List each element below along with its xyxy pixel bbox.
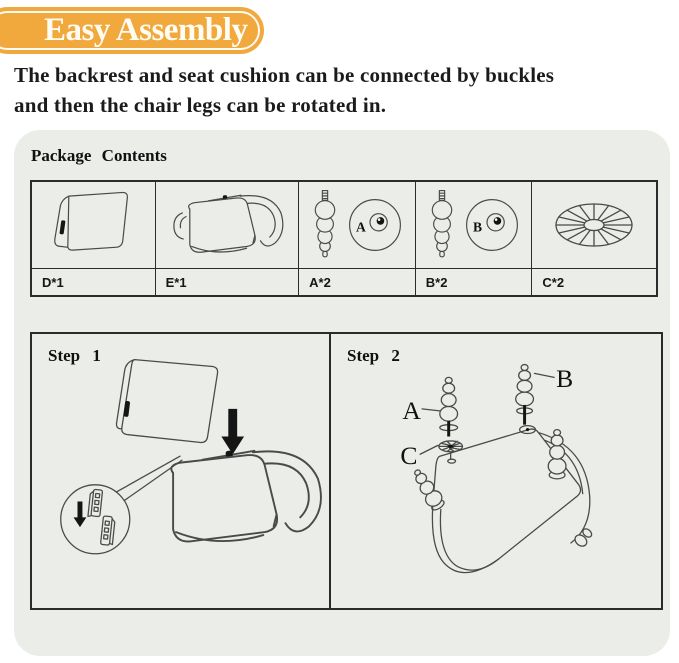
- magnifier-circle: [61, 485, 130, 554]
- step-1-title: Step 1: [48, 346, 101, 365]
- marker-letter-a: A: [355, 219, 366, 235]
- instructions-panel: [14, 130, 670, 656]
- chair-foot: [573, 526, 595, 548]
- callout-line-b: [534, 373, 554, 377]
- part-label-b: B*2: [415, 268, 532, 295]
- marker-letter-b: B: [472, 219, 482, 235]
- badge-label: Easy Assembly: [44, 12, 248, 48]
- down-arrow-icon: [221, 409, 244, 454]
- part-cell-leg-b: [415, 182, 532, 268]
- part-label-c: C*2: [531, 268, 656, 295]
- part-label-a: A*2: [298, 268, 415, 295]
- package-contents-table: [30, 180, 658, 297]
- buckle-icon: [60, 220, 66, 234]
- screw-icon: [523, 405, 526, 425]
- leg-top-marker-a: [346, 196, 404, 254]
- step-1-illustration: [32, 334, 329, 608]
- description-text: [14, 60, 674, 120]
- washer-illustration: [542, 194, 646, 256]
- leg-b-drawing: [516, 365, 536, 434]
- part-cell-seat: [155, 182, 299, 268]
- step-1-box: [30, 332, 331, 610]
- callout-b: B: [556, 364, 574, 394]
- step-2-illustration: [331, 334, 661, 608]
- callout-line-c: [420, 445, 438, 454]
- callout-line-a: [422, 409, 440, 411]
- chair-drawing: [171, 450, 321, 541]
- backrest-illustration: [37, 185, 149, 265]
- callout-a: A: [402, 395, 421, 425]
- part-label-e: E*1: [155, 268, 299, 295]
- part-label-d: D*1: [32, 268, 155, 295]
- part-cell-washer: [531, 182, 656, 268]
- seat-illustration: [159, 185, 295, 265]
- leg-side-illustration: [427, 187, 457, 263]
- steps-row: [30, 332, 663, 610]
- part-cell-leg-a: [298, 182, 415, 268]
- package-contents-title: Package Contents: [31, 146, 167, 165]
- description-line-2: and then the chair legs can be rotated in.: [14, 93, 387, 117]
- step-2-box: [329, 332, 663, 610]
- description-line-1: The backrest and seat cushion can be connected by buckles: [14, 63, 555, 87]
- leg-a-drawing: [440, 377, 458, 436]
- step-2-title: Step 2: [347, 346, 400, 365]
- leg-side-illustration: [310, 187, 340, 263]
- backrest-drawing: [116, 360, 217, 443]
- leg-top-marker-b: [463, 196, 521, 254]
- part-cell-backrest: [32, 182, 155, 268]
- callout-c: C: [400, 441, 418, 471]
- easy-assembly-badge: [0, 7, 264, 54]
- screw-icon: [447, 421, 450, 437]
